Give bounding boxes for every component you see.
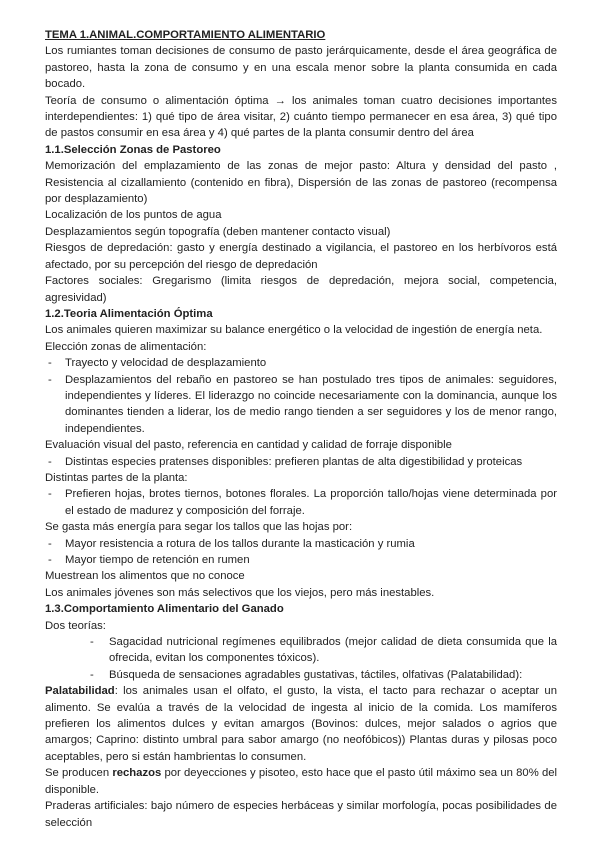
memorization-paragraph: Memorización del emplazamiento de las zonas de mejor pasto: Altura y densidad del pasto , Resistencia al cizallamiento (contenido en fibra), Dispersión de las zonas de pastoreo (recompensa por desplazamiento) [45, 160, 557, 206]
water-points-line: Localización de los puntos de agua [45, 209, 222, 222]
energy-stems-line: Se gasta más energía para segar los tallos que las hojas por: [45, 521, 353, 534]
bullet-retention: - Mayor tiempo de retención en rumen [45, 552, 557, 568]
optimal-feeding-paragraph: Teoría de consumo o alimentación óptima → los animales toman cuatro decisiones importantes interdependientes: 1) qué tipo de área visitar, 2) cuánto tiempo permanecer en esa área, 3) qué tipo de pastos consumir en esa área y 4) qué partes de la planta consumir dentro del área [45, 94, 557, 140]
rejections-paragraph [45, 765, 557, 798]
feeding-zones-line: Elección zonas de alimentación: [45, 340, 207, 353]
social-factors-paragraph: Factores sociales: Gregarismo (limita riesgos de depredación, mejora social, competencia, agresividad) [45, 275, 557, 304]
young-animals-line: Los animales jóvenes son más selectivos que los viejos, pero más inestables. [45, 586, 435, 599]
bullet-leaves: - Prefieren hojas, brotes tiernos, botones florales. La proporción tallo/hojas viene determinada por el estado de madurez y composición del forraje. [45, 486, 557, 519]
section-heading-1-1: 1.1.Selección Zonas de Pastoreo [45, 143, 221, 156]
energy-balance-paragraph: Los animales quieren maximizar su balance energético o la velocidad de ingestión de energía neta. [45, 324, 543, 337]
artificial-meadows-paragraph: Praderas artificiales: bajo número de especies herbáceas y similar morfología, pocas posibilidades de selección [45, 800, 557, 829]
two-theories-line: Dos teorías: [45, 619, 106, 632]
bullet-route: - Trayecto y velocidad de desplazamiento [45, 355, 557, 371]
document-title: TEMA 1.ANIMAL.COMPORTAMIENTO ALIMENTARIO [45, 29, 326, 41]
document-page [45, 27, 557, 831]
section-heading-1-3: 1.3.Comportamiento Alimentario del Ganado [45, 603, 284, 616]
bullet-species: - Distintas especies pratenses disponibles: prefieren plantas de alta digestibilidad y proteicas [45, 454, 557, 470]
rejections-post: por deyecciones y pisoteo, esto hace que el pasto útil máximo sea un 80% del disponible. [45, 767, 558, 796]
topography-line: Desplazamientos según topografía (deben mantener contacto visual) [45, 225, 391, 238]
bullet-resistance: - Mayor resistencia a rotura de los tallos durante la masticación y rumia [45, 536, 557, 552]
predation-paragraph: Riesgos de depredación: gasto y energía destinado a vigilancia, el pastoreo en los herbívoros está afectado, por su percepción del riesgo de depredación [45, 242, 557, 271]
rejections-term: rechazos [112, 767, 162, 780]
bullet-pleasant-sensations: - Búsqueda de sensaciones agradables gustativas, táctiles, olfativas (Palatabilidad): [45, 667, 557, 683]
intro-paragraph: Los rumiantes toman decisiones de consumo de pasto jerárquicamente, desde el área geográfica de pastoreo, hasta la zona de consumo y en una escala menor sobre la planta consumida en cada bocado. [45, 45, 557, 91]
palatability-text: : los animales usan el olfato, el gusto, la vista, el tacto para rechazar o aceptar un alimento. Se evalúa a través de la velocidad de ingesta al inicio de la comida. Los mamíferos prefieren los alimentos dulces y evitan amargos (Bovinos: dulces, mejor salados o agrios que amargos; Caprino: distinto umbral para sabor amargo (no neofóbicos)) Plantas duras y pilosas poco aceptables, pero si están hambrientas lo consumen. [45, 685, 557, 763]
bullet-nutritional-wisdom: - Sagacidad nutricional regímenes equilibrados (mejor calidad de dieta consumida que la ofrecida, evitan los componentes tóxicos). [45, 634, 557, 667]
visual-evaluation-line: Evaluación visual del pasto, referencia en cantidad y calidad de forraje disponible [45, 439, 452, 452]
section-heading-1-2: 1.2.Teoria Alimentación Óptima [45, 307, 213, 320]
palatability-term: Palatabilidad [45, 685, 115, 698]
rejections-pre: Se producen [45, 767, 113, 780]
plant-parts-line: Distintas partes de la planta: [45, 471, 188, 484]
sampling-line: Muestrean los alimentos que no conoce [45, 570, 245, 583]
bullet-herd-movement: - Desplazamientos del rebaño en pastoreo se han postulado tres tipos de animales: seguidores, independientes y líderes. El liderazgo no coincide necesariamente con la dominancia, aunque los dominantes tienden a liderar, los de medio rango tienden a ser seguidores y los de menor rango, independientes. [45, 372, 557, 438]
palatability-paragraph [45, 683, 557, 765]
